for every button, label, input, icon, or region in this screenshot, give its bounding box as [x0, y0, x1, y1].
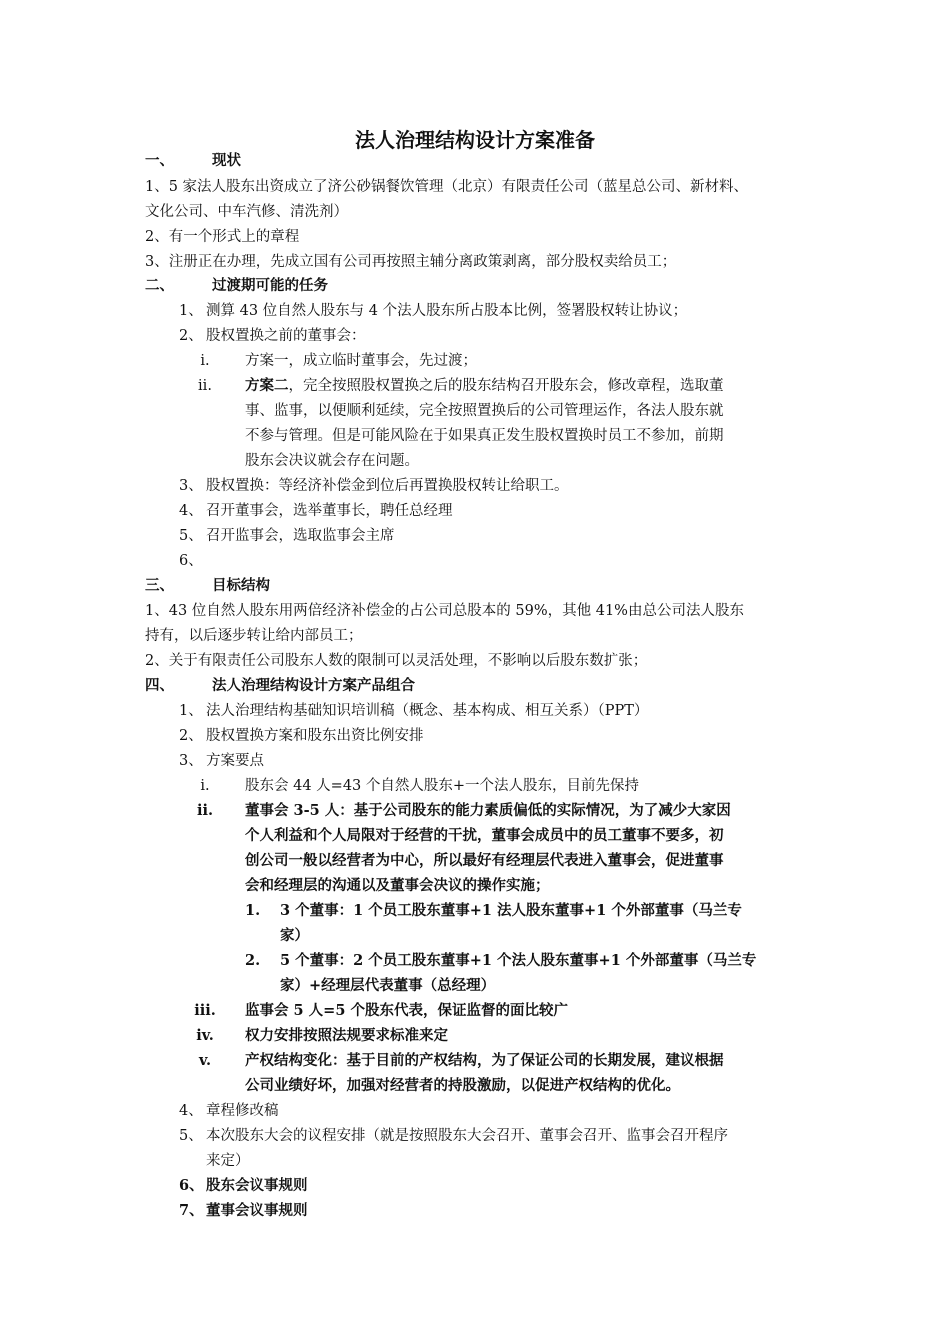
s4-roman-3-number: iii.: [194, 1002, 216, 1019]
s3-paragraph-2: 2、关于有限责任公司股东人数的限制可以灵活处理，不影响以后股东数扩张；: [145, 653, 648, 669]
s4-item-5-number: 5、: [179, 1128, 203, 1144]
s4-item-6-number: 6、: [179, 1177, 204, 1194]
s4-item-1-number: 1、: [179, 703, 203, 719]
s4-roman-2-line-2: 个人利益和个人局限对于经营的干扰，董事会成员中的员工董事不要多，初: [245, 827, 724, 844]
s1-paragraph-3: 3、注册正在办理，先成立国有公司再按照主辅分离政策剥离，部分股权卖给员工；: [145, 254, 677, 270]
s2-item-1-number: 1、: [179, 303, 203, 319]
s2-item-4: 召开董事会，选举董事长，聘任总经理: [206, 503, 453, 519]
s2-roman-1: 方案一，成立临时董事会，先过渡；: [245, 353, 477, 369]
s4-arabic-2-line-2: 家）+经理层代表董事（总经理）: [280, 977, 496, 994]
s1-paragraph-1-line-2: 文化公司、中车汽修、清洗剂）: [145, 204, 348, 220]
s4-roman-2-number: ii.: [196, 802, 214, 819]
s4-arabic-2-number: 2.: [245, 952, 261, 969]
s4-roman-4: 权力安排按照法规要求标准来定: [245, 1027, 448, 1044]
s4-item-1: 法人治理结构基础知识培训稿（概念、基本构成、相互关系）（PPT）: [206, 703, 649, 719]
s1-paragraph-1-line-1: 1、5 家法人股东出资成立了济公砂锅餐饮管理（北京）有限责任公司（蓝星总公司、新材料、: [145, 179, 749, 195]
section-2-heading: 过渡期可能的任务: [212, 278, 328, 294]
s2-roman-2-line-4: 股东会决议就会存在问题。: [245, 453, 419, 469]
s3-paragraph-1-line-2: 持有，以后逐步转让给内部员工；: [145, 628, 363, 644]
section-2-number: 二、: [145, 278, 174, 294]
s2-item-3-number: 3、: [179, 478, 203, 494]
s4-roman-5-line-1: 产权结构变化：基于目前的产权结构，为了保证公司的长期发展，建议根据: [245, 1052, 724, 1069]
section-1-heading: 现状: [212, 153, 241, 169]
s2-roman-2-line-1: [245, 376, 724, 396]
s2-roman-2-line-2: 事、监事，以便顺利延续，完全按照置换后的公司管理运作，各法人股东就: [245, 403, 724, 419]
section-3-heading: 目标结构: [212, 578, 270, 594]
s2-item-5: 召开监事会，选取监事会主席: [206, 528, 395, 544]
s4-roman-5-line-2: 公司业绩好坏，加强对经营者的持股激励，以促进产权结构的优化。: [245, 1077, 680, 1094]
s4-item-6: 股东会议事规则: [206, 1177, 308, 1194]
s2-item-6-number: 6、: [179, 553, 203, 569]
s4-item-5-line-2: 来定）: [206, 1153, 250, 1169]
s2-item-3: 股权置换：等经济补偿金到位后再置换股权转让给职工。: [206, 478, 569, 494]
s4-roman-5-number: v.: [198, 1052, 211, 1069]
s2-item-2: 股权置换之前的董事会：: [206, 328, 366, 344]
s2-roman-2-lead: 方案二: [245, 377, 289, 394]
s3-paragraph-1-line-1: 1、43 位自然人股东用两倍经济补偿金的占公司总股本的 59%，其他 41%由总公司法人股东: [145, 603, 744, 619]
section-1-number: 一、: [145, 153, 174, 169]
s2-item-5-number: 5、: [179, 528, 203, 544]
s4-roman-2-line-1: 董事会 3-5 人：基于公司股东的能力素质偏低的实际情况，为了减少大家因: [245, 802, 731, 819]
s2-item-1: 测算 43 位自然人股东与 4 个法人股东所占股本比例，签署股权转让协议；: [206, 303, 688, 319]
s4-arabic-1-number: 1.: [245, 902, 261, 919]
s2-item-2-number: 2、: [179, 328, 203, 344]
s4-item-2-number: 2、: [179, 728, 203, 744]
s2-roman-2-line-3: 不参与管理。但是可能风险在于如果真正发生股权置换时员工不参加，前期: [245, 428, 724, 444]
s1-paragraph-2: 2、有一个形式上的章程: [145, 229, 300, 245]
s4-arabic-2-line-1: 5 个董事：2 个员工股东董事+1 个法人股东董事+1 个外部董事（马兰专: [280, 952, 757, 969]
section-4-number: 四、: [145, 678, 174, 694]
s2-roman-1-number: i.: [200, 353, 210, 369]
section-4-heading: 法人治理结构设计方案产品组合: [212, 678, 415, 694]
section-3-number: 三、: [145, 578, 174, 594]
s4-roman-1-number: i.: [200, 778, 210, 794]
s4-roman-2-line-3: 创公司一般以经营者为中心，所以最好有经理层代表进入董事会，促进董事: [245, 852, 724, 869]
s4-item-4-number: 4、: [179, 1103, 203, 1119]
s2-roman-2-line-1-text: ，完全按照股权置换之后的股东结构召开股东会，修改章程，选取董: [288, 378, 724, 394]
s4-item-5-line-1: 本次股东大会的议程安排（就是按照股东大会召开、董事会召开、监事会召开程序: [206, 1128, 728, 1144]
s4-item-7-number: 7、: [179, 1202, 204, 1219]
s4-arabic-1-line-1: 3 个董事：1 个员工股东董事+1 法人股东董事+1 个外部董事（马兰专: [280, 902, 742, 919]
s4-roman-4-number: iv.: [196, 1027, 214, 1044]
s4-item-4: 章程修改稿: [206, 1103, 279, 1119]
s4-item-3-number: 3、: [179, 753, 203, 769]
s4-roman-1: 股东会 44 人=43 个自然人股东+一个法人股东，目前先保持: [245, 778, 640, 794]
document-title: 法人治理结构设计方案准备: [355, 128, 595, 152]
s4-roman-2-line-4: 会和经理层的沟通以及董事会决议的操作实施；: [245, 877, 550, 894]
s4-item-3: 方案要点: [206, 753, 264, 769]
s2-roman-2-number: ii.: [198, 378, 212, 394]
s4-item-7: 董事会议事规则: [206, 1202, 308, 1219]
s4-roman-3: 监事会 5 人=5 个股东代表，保证监督的面比较广: [245, 1002, 568, 1019]
s4-arabic-1-line-2: 家）: [280, 927, 309, 944]
s2-item-4-number: 4、: [179, 503, 203, 519]
s4-item-2: 股权置换方案和股东出资比例安排: [206, 728, 424, 744]
